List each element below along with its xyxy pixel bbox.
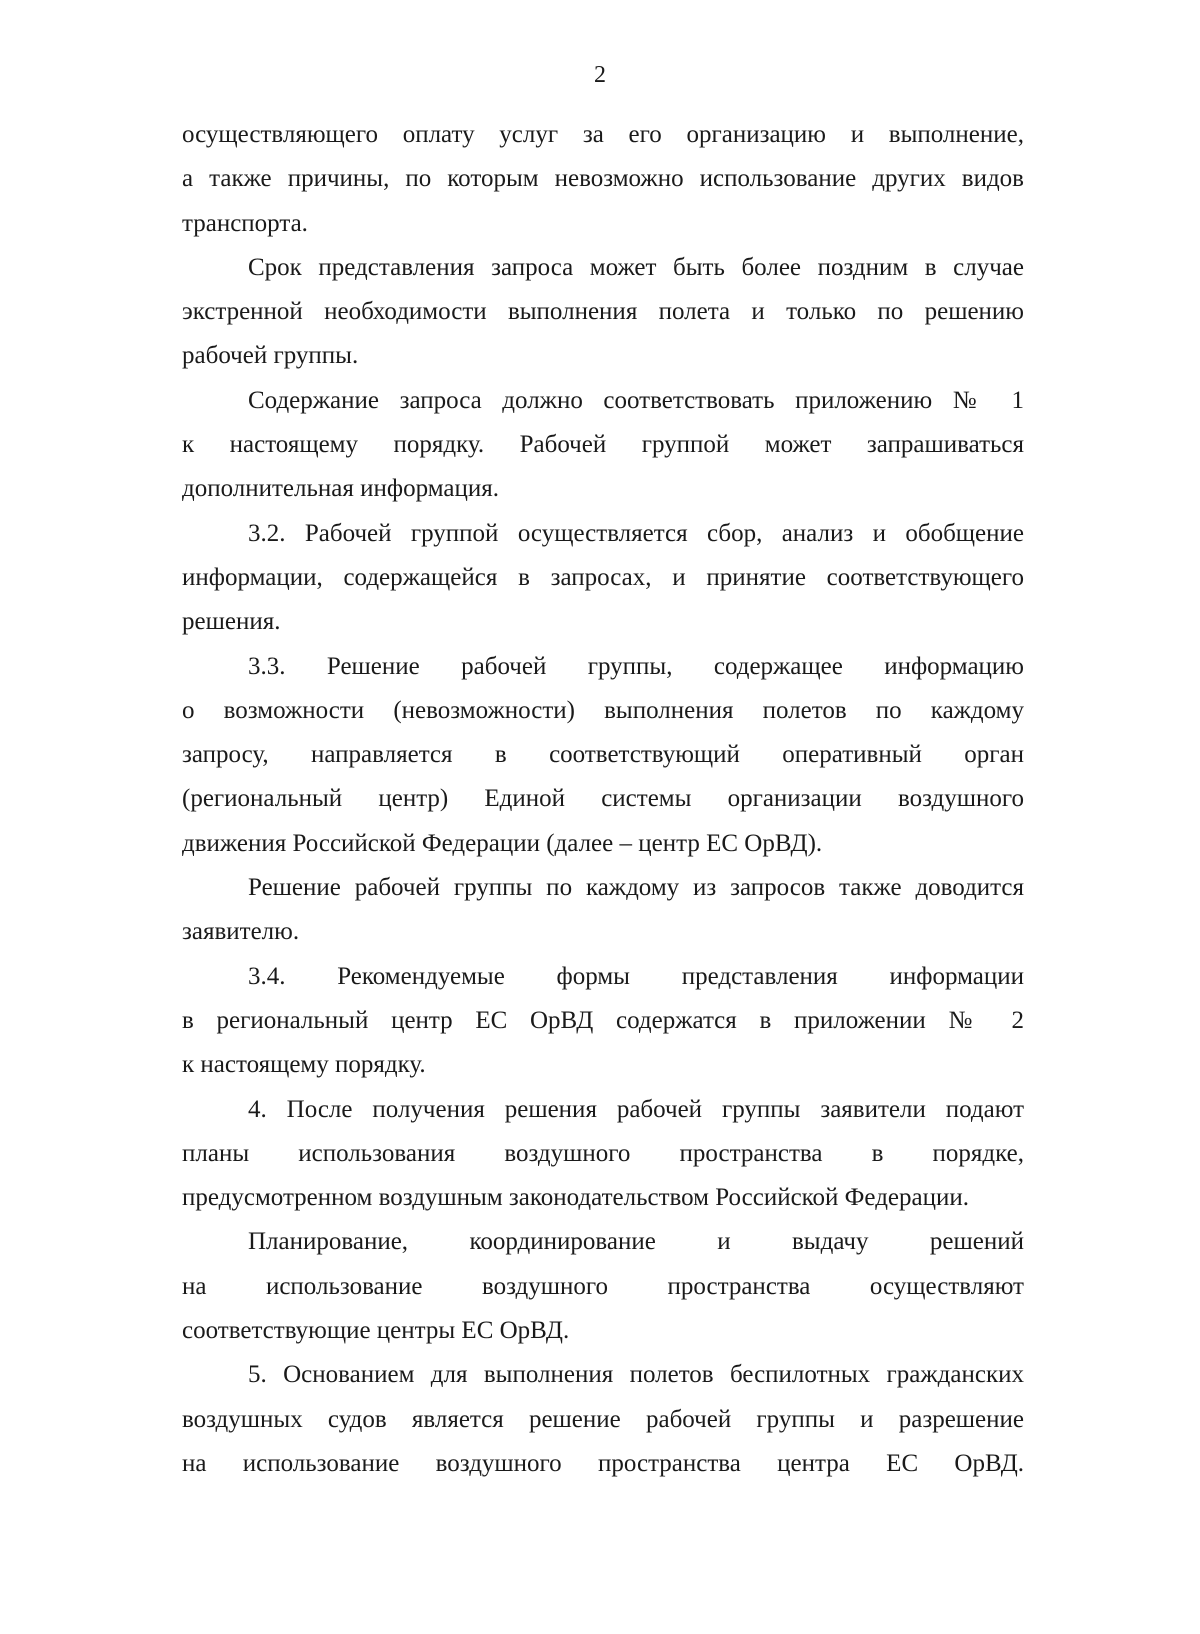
- text-line: дополнительная информация.: [182, 475, 499, 503]
- text-line: транспорта.: [182, 209, 308, 237]
- text-line: на использование воздушного пространства центра ЕС ОрВД.: [182, 1449, 1024, 1477]
- document-body: [182, 113, 1024, 1486]
- text-line: 3.4. Рекомендуемые формы представления информации: [248, 962, 1024, 990]
- text-line: Решение рабочей группы по каждому из запросов также доводится: [248, 874, 1024, 902]
- text-line: Планирование, координирование и выдачу решений: [248, 1228, 1024, 1256]
- text-line: а также причины, по которым невозможно использование других видов: [182, 165, 1024, 193]
- page-number: 2: [594, 62, 606, 88]
- text-line: на использование воздушного пространства осуществляют: [182, 1272, 1024, 1300]
- text-line: 3.2. Рабочей группой осуществляется сбор, анализ и обобщение: [248, 519, 1024, 547]
- text-line: 3.3. Решение рабочей группы, содержащее информацию: [248, 652, 1024, 680]
- text-line: движения Российской Федерации (далее – центр ЕС ОрВД).: [182, 829, 823, 857]
- text-line: рабочей группы.: [182, 342, 359, 370]
- text-line: информации, содержащейся в запросах, и принятие соответствующего: [182, 563, 1024, 591]
- text-line: 4. После получения решения рабочей группы заявители подают: [248, 1095, 1024, 1123]
- text-line: предусмотренном воздушным законодательством Российской Федерации.: [182, 1184, 969, 1212]
- text-line: воздушных судов является решение рабочей группы и разрешение: [182, 1405, 1024, 1433]
- text-line: Срок представления запроса может быть более поздним в случае: [248, 253, 1024, 281]
- text-line: (региональный центр) Единой системы организации воздушного: [182, 785, 1024, 813]
- text-line: в региональный центр ЕС ОрВД содержатся в приложении № 2: [182, 1006, 1024, 1034]
- text-line: запросу, направляется в соответствующий оперативный орган: [182, 741, 1024, 769]
- text-line: к настоящему порядку. Рабочей группой может запрашиваться: [182, 431, 1024, 459]
- text-line: соответствующие центры ЕС ОрВД.: [182, 1317, 570, 1345]
- text-line: экстренной необходимости выполнения полета и только по решению: [182, 298, 1024, 326]
- text-line: решения.: [182, 608, 281, 636]
- text-line: Содержание запроса должно соответствовать приложению № 1: [248, 386, 1024, 414]
- text-line: планы использования воздушного пространства в порядке,: [182, 1139, 1024, 1167]
- text-line: о возможности (невозможности) выполнения полетов по каждому: [182, 696, 1024, 724]
- text-line: 5. Основанием для выполнения полетов беспилотных гражданских: [248, 1361, 1024, 1389]
- text-line: заявителю.: [182, 918, 300, 946]
- text-line: к настоящему порядку.: [182, 1051, 426, 1079]
- text-line: осуществляющего оплату услуг за его организацию и выполнение,: [182, 121, 1024, 148]
